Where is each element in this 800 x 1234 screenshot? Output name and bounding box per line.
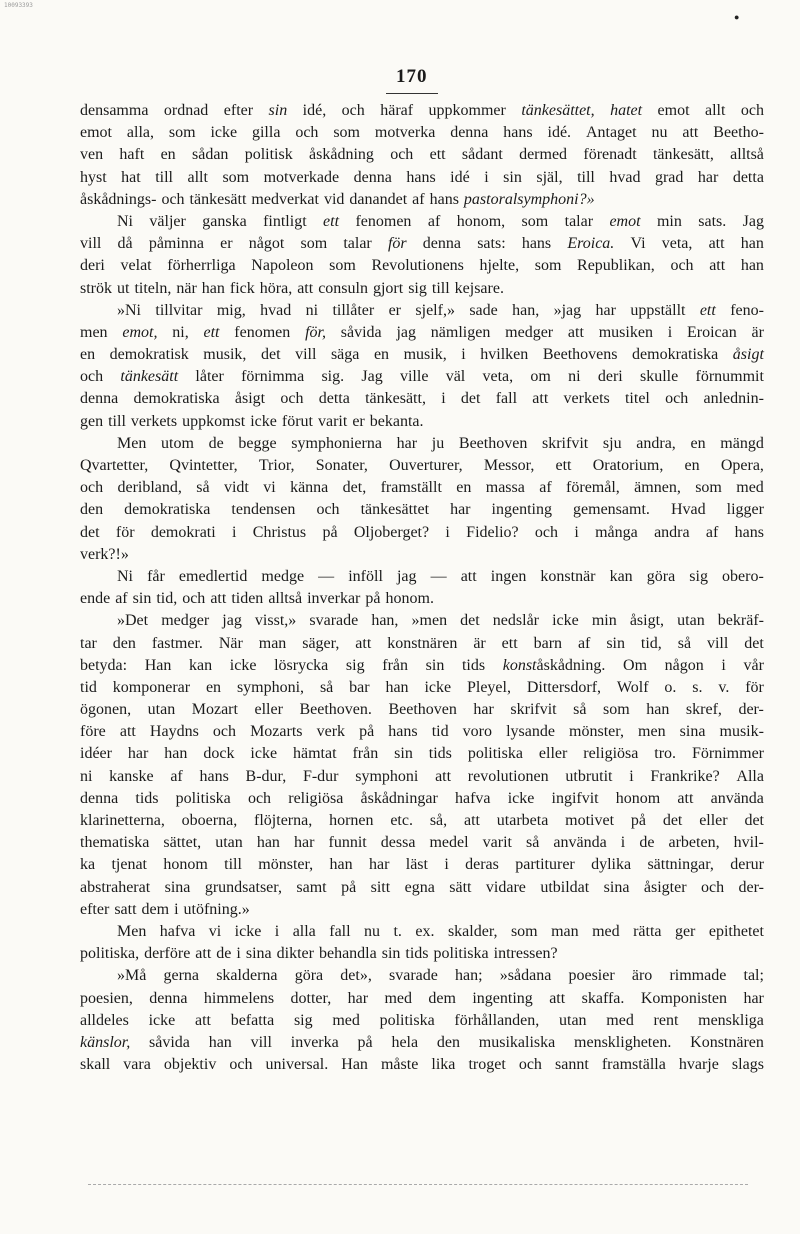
text-line: denna tids politiska och religiösa åskådningar hafva icke ingifvit honom att använda (80, 789, 764, 807)
text-line: poesien, denna himmelens dotter, har med dem ingenting att skaffa. Komponisten har (80, 989, 764, 1007)
text-line: före att Haydns och Mozarts verk på hans tid voro lysande mönster, men sina musik- (80, 723, 764, 741)
text-line: »Ni tillvitar mig, hvad ni tillåter er sjelf,» sade han, »jag har uppställt ett feno- (117, 301, 764, 319)
body-text (80, 100, 764, 1076)
text-line: strök ut titeln, när han fick höra, att consuln gjort sig till kejsare. (80, 279, 504, 297)
text-line: känslor, såvida han vill inverka på hela den musikaliska menskligheten. Konstnären (80, 1033, 764, 1051)
text-line: verk?!» (80, 545, 129, 563)
text-line: det för demokrati i Christus på Oljoberget? i Fidelio? och i många andra af hans (80, 523, 764, 541)
text-line: och tänkesätt låter förnimma sig. Jag ville väl veta, om ni deri skulle förnummit (80, 368, 764, 386)
text-line: tar den fastmer. När man säger, att konstnären är ett barn af sin tid, så vill det (80, 634, 764, 652)
text-line: emot alla, som icke gilla och som motverka denna hans idé. Antaget nu att Beetho- (80, 124, 764, 142)
bottom-margin-rule (88, 1184, 748, 1185)
text-line: åskådnings- och tänkesätt medverkat vid danandet af hans pastoralsymphoni?» (80, 190, 595, 208)
text-line: Men hafva vi icke i alla fall nu t. ex. skalder, som man med rätta ger epithetet (117, 922, 764, 940)
text-line: Ni väljer ganska fintligt ett fenomen af honom, som talar emot min sats. Jag (117, 212, 764, 230)
text-line: ni kanske af hans B-dur, F-dur symphoni att revolutionen utbrutit i Frankrike? Alla (80, 767, 764, 785)
text-line: men emot, ni, ett fenomen för, såvida jag nämligen medger att musiken i Eroican är (80, 323, 764, 341)
text-line: ka tjenat honom till mönster, han har läst i deras partiturer dylika sättningar, derur (80, 856, 764, 874)
text-line: alldeles icke att befatta sig med politiska förhållanden, utan med rent menskliga (80, 1011, 764, 1029)
text-line: politiska, derföre att de i sina dikter behandla sin tids politiska intressen? (80, 945, 558, 963)
text-line: betyda: Han kan icke lösrycka sig från sin tids konståskådning. Om någon i vår (80, 656, 764, 674)
text-line: »Det medger jag visst,» svarade han, »men det nedslår icke min åsigt, utan bekräf- (117, 612, 764, 630)
text-line: abstraherat sina grundsatser, samt på sitt egna sätt vidare utbildat sina åsigter och der- (80, 878, 764, 896)
text-line: den demokratiska tendensen och tänkesättet har ingenting gemensamt. Hvad ligger (80, 501, 764, 519)
scan-stamp: 10093393 (4, 2, 33, 9)
text-line: vill då påminna er något som talar för denna sats: hans Eroica. Vi veta, att han (80, 235, 764, 253)
text-line: thematiska sättet, utan han har funnit dessa medel varit så använda i de arbeten, hvil- (80, 834, 764, 852)
text-line: Ni får emedlertid medge — inföll jag — att ingen konstnär kan göra sig obero- (117, 567, 764, 585)
text-line: »Må gerna skalderna göra det», svarade han; »sådana poesier äro rimmade tal; (117, 967, 764, 985)
page-number: 170 (396, 66, 428, 87)
text-line: hyst hat till allt som motverkade denna hans idé i sin själ, till hvad grad har detta (80, 168, 764, 186)
text-line: tid komponerar en symphoni, så bar han icke Pleyel, Dittersdorf, Wolf o. s. v. för (80, 678, 764, 696)
text-line: och deribland, så vidt vi känna det, framställt en massa af föremål, ämnen, som med (80, 479, 764, 497)
text-line: ven haft en sådan politisk åskådning och ett sådant dermed förenadt tänkesätt, alltså (80, 146, 764, 164)
text-line: idéer har han dock icke hämtat från sin tids politiska eller religiösa tro. Förnimmer (80, 745, 764, 763)
text-line: ende af sin tid, och att tiden alltså inverkar på honom. (80, 590, 434, 608)
text-line: denna demokratiska åsigt och detta tänkesätt, i det fall att verkets titel och anlednin- (80, 390, 764, 408)
text-line: ögonen, utan Mozart eller Beethoven. Beethoven har skrifvit så som han skref, der- (80, 701, 764, 719)
text-line: efter satt dem i utöfning.» (80, 900, 250, 918)
text-line: deri velat förherrliga Napoleon som Revolutionens hjelte, som Republikan, och att han (80, 257, 764, 275)
text-line: gen till verkets uppkomst icke förut varit er bekanta. (80, 412, 424, 430)
text-line: en demokratisk musik, det vill säga en musik, i hvilken Beethovens demokratiska åsigt (80, 346, 764, 364)
text-line: Men utom de begge symphonierna har ju Beethoven skrifvit sju andra, en mängd (117, 434, 764, 452)
text-line: skall vara objektiv och universal. Han måste lika troget och sannt framställa hvarje slags (80, 1056, 764, 1074)
print-speck: ● (734, 12, 740, 22)
text-line: Qvartetter, Qvintetter, Trior, Sonater, Ouverturer, Messor, ett Oratorium, en Opera, (80, 457, 764, 474)
text-line: klarinetterna, oboerna, flöjterna, hornen etc. så, att utarbeta motivet på det eller det (80, 812, 764, 829)
page-number-rule (386, 93, 438, 94)
text-line: densamma ordnad efter sin idé, och häraf uppkommer tänkesättet, hatet emot allt och (80, 102, 764, 119)
